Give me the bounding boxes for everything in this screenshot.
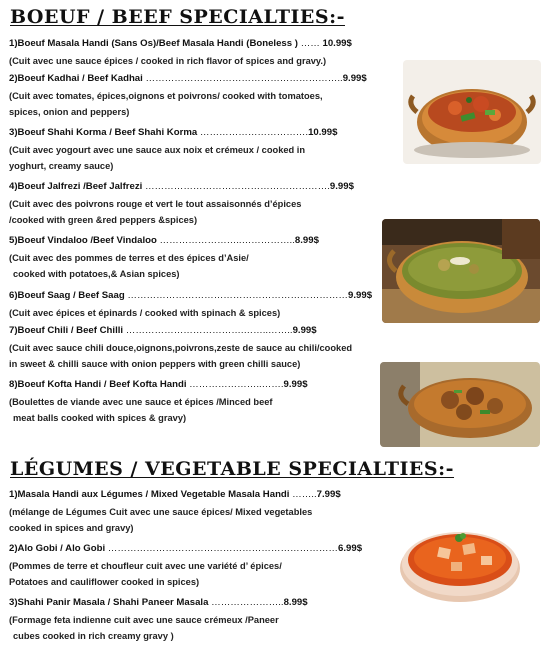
menu-item <box>9 179 354 229</box>
item-description: (Cuit avec des pommes de terres et des épices d’Asie/ cooked with potatoes,& Asian spices) <box>9 252 249 279</box>
item-name: Boeuf Vindaloo /Beef Vindaloo <box>17 235 157 246</box>
item-description: (Pommes de terre et choufleur cuit avec une variété d’ épices/ Potatoes and cauliflower cooked in spices) <box>9 560 282 587</box>
item-name: Boeuf Kofta Handi / Beef Kofta Handi <box>17 379 187 390</box>
item-leader: …… <box>297 38 320 49</box>
item-description: (Cuit avec tomates, épices,oignons et poivrons/ cooked with tomatoes, spices, onion and peppers) <box>9 90 323 117</box>
item-description: (mélange de Légumes Cuit avec une sauce épices/ Mixed vegetables cooked in spices and gravy) <box>9 506 313 533</box>
item-number: 1) <box>9 489 18 500</box>
item-price: 6.99$ <box>338 543 363 554</box>
item-number: 3) <box>9 127 18 138</box>
item-leader: ………………….. <box>208 597 284 608</box>
item-number: 4) <box>9 181 18 192</box>
item-price: 7.99$ <box>316 489 341 500</box>
item-description: (Cuit avec une sauce épices / cooked in rich flavor of spices and gravy.) <box>9 55 327 66</box>
vindaloo-dish-photo <box>382 219 540 323</box>
item-leader: …….. <box>289 489 317 500</box>
item-name: Boeuf Masala Handi (Sans Os)/Beef Masala Handi (Boneless ) <box>17 38 298 49</box>
kofta-dish-photo <box>380 362 540 447</box>
menu-item <box>9 377 308 427</box>
item-leader: ……………………………. <box>197 127 309 138</box>
item-description: (Boulettes de viande avec une sauce et épices /Minced beef meat balls cooked with spices & gravy) <box>9 396 273 423</box>
menu-item <box>9 487 341 537</box>
menu-item <box>9 233 319 283</box>
item-name: Boeuf Kadhai / Beef Kadhai <box>17 73 143 84</box>
menu-item <box>9 36 352 69</box>
item-price: 8.99$ <box>294 235 319 246</box>
item-number: 1) <box>9 38 18 49</box>
menu-item <box>9 125 337 175</box>
beef-section-heading: BOEUF / BEEF SPECIALTIES:- <box>10 6 345 28</box>
item-leader: ……………………………………………………………… <box>105 543 339 554</box>
item-leader: …………………………………………………………… <box>124 290 349 301</box>
item-description: (Cuit avec sauce chili douce,oignons,poivrons,zeste de sauce au chili/cooked in sweet & chilli sauce with onion peppers with green chilli sauce) <box>9 342 353 369</box>
item-price: 9.99$ <box>342 73 367 84</box>
menu-item <box>9 288 372 321</box>
item-price: 10.99$ <box>319 38 352 49</box>
item-leader: ……………………..…………….. <box>156 235 295 246</box>
item-number: 2) <box>9 73 18 84</box>
item-price: 10.99$ <box>308 127 338 138</box>
item-price: 8.99$ <box>283 597 308 608</box>
item-number: 5) <box>9 235 18 246</box>
item-name: Boeuf Chili / Beef Chilli <box>17 325 124 336</box>
item-description: (Formage feta indienne cuit avec une sauce crémeux /Paneer cubes cooked in rich creamy gravy ) <box>9 614 279 641</box>
item-number: 6) <box>9 290 18 301</box>
item-leader: ……………………………….……..…….. <box>123 325 293 336</box>
item-description: (Cuit avec épices et épinards / cooked with spinach & spices) <box>9 307 281 318</box>
item-name: Boeuf Shahi Korma / Beef Shahi Korma <box>17 127 198 138</box>
menu-item <box>9 541 362 591</box>
menu-item <box>9 71 367 121</box>
item-description: (Cuit avec des poivrons rouge et vert le tout assaisonnés d’épices /cooked with green &red peppers &spices) <box>9 198 302 225</box>
item-number: 8) <box>9 379 18 390</box>
item-price: 9.99$ <box>329 181 354 192</box>
item-number: 7) <box>9 325 18 336</box>
item-description: (Cuit avec yogourt avec une sauce aux noix et crémeux / cooked in yoghurt, creamy sauce) <box>9 144 306 171</box>
item-price: 9.99$ <box>292 325 317 336</box>
item-name: Boeuf Saag / Beef Saag <box>17 290 125 301</box>
item-number: 2) <box>9 543 18 554</box>
item-price: 9.99$ <box>283 379 308 390</box>
menu-item <box>9 595 308 645</box>
item-name: Alo Gobi / Alo Gobi <box>17 543 106 554</box>
kadhai-dish-photo <box>403 60 541 164</box>
paneer-dish-photo <box>393 508 528 608</box>
item-name: Masala Handi aux Légumes / Mixed Vegetable Masala Handi <box>17 489 290 500</box>
vegetable-section-heading: LÉGUMES / VEGETABLE SPECIALTIES:- <box>10 458 455 480</box>
item-price: 9.99$ <box>348 290 373 301</box>
item-name: Boeuf Jalfrezi /Beef Jalfrezi <box>17 181 143 192</box>
item-number: 3) <box>9 597 18 608</box>
item-leader: …………………………………………………. <box>142 181 330 192</box>
item-leader: …………………………………………………….. <box>142 73 343 84</box>
item-name: Shahi Panir Masala / Shahi Paneer Masala <box>17 597 209 608</box>
menu-item <box>9 323 352 373</box>
item-leader: …………………..……. <box>186 379 284 390</box>
